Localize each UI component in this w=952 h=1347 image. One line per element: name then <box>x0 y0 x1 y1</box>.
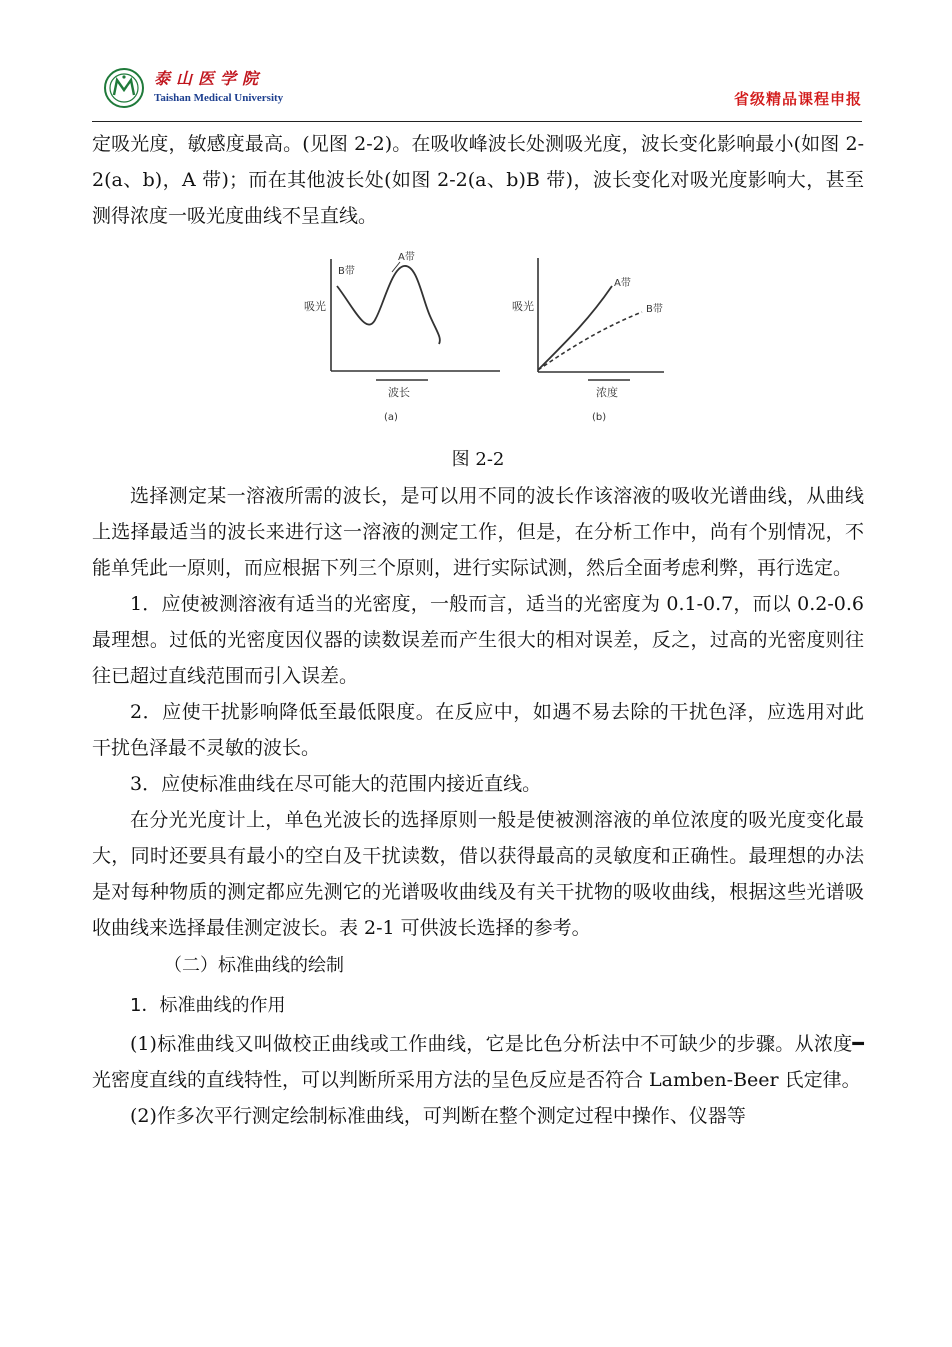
paragraph-6: 在分光光度计上，单色光波长的选择原则一般是使被测溶液的单位浓度的吸光度变化最大，同时还要具有最小的空白及干扰读数，借以获得最高的灵敏度和正确性。最理想的办法是对每种物质的测定都应先测它的光谱吸收曲线及有关干扰物的吸收曲线，根据这些光谱吸收曲线来选择最佳测定波长。表 2-1 可供波长选择的参考。 <box>92 809 864 939</box>
university-seal-icon <box>104 68 144 108</box>
figure-a-absorption-curve <box>337 266 440 344</box>
paragraph-2: 选择测定某一溶液所需的波长，是可以用不同的波长作该溶液的吸收光谱曲线，从曲线上选择最适当的波长来进行这一溶液的测定工作，但是，在分析工作中，尚有个别情况，不能单凭此一原则，而应根据下列三个原则，进行实际试测，然后全面考虑利弊，再行选定。 <box>92 485 864 579</box>
university-name-en: Taishan Medical University <box>154 92 284 104</box>
section-heading: （二）标准曲线的绘制 <box>164 955 344 976</box>
figure-b-tag: (b) <box>592 412 607 423</box>
paragraph-8: (2)作多次平行测定绘制标准曲线，可判断在整个测定过程中操作、仪器等 <box>130 1105 746 1127</box>
figure-caption: 图 2-2 <box>451 449 505 470</box>
header-divider <box>92 121 862 122</box>
figure-b <box>512 258 664 423</box>
university-name-cn: 泰山医学院 <box>154 69 265 88</box>
subsection-heading: 1．标准曲线的作用 <box>130 995 286 1016</box>
figure-a-ylabel-text: 吸光 <box>304 300 326 313</box>
document-body <box>92 126 864 1134</box>
figure-b-a-band-label: A带 <box>614 278 631 289</box>
figure-b-b-band-label: B带 <box>646 304 663 315</box>
figure-a-label-leader <box>392 262 400 272</box>
paragraph-5: 3．应使标准曲线在尽可能大的范围内接近直线。 <box>130 773 542 795</box>
paragraph-1: 定吸光度，敏感度最高。(见图 2-2)。在吸收峰波长处测吸光度，波长变化影响最小(如图 2-2(a、b)，A 带)；而在其他波长处(如图 2-2(a、b)B 带)，波长变化对吸光度影响大，甚至测得浓度一吸光度曲线不呈直线。 <box>92 133 864 227</box>
figure-a-xlabel: 波长 <box>388 386 410 399</box>
figure-2-2 <box>92 248 864 438</box>
header-course-label: 省级精品课程申报 <box>733 90 862 108</box>
figure-a-ylabel <box>304 299 326 313</box>
page-header <box>92 62 862 122</box>
figure-a-b-band-label: B带 <box>338 266 355 277</box>
figure-a-tag: (a) <box>384 412 398 423</box>
paragraph-4: 2．应使干扰影响降低至最低限度。在反应中，如遇不易去除的干扰色泽，应选用对此干扰色泽最不灵敏的波长。 <box>92 701 864 759</box>
figure-a <box>304 250 500 423</box>
figure-a-a-band-label: A带 <box>398 252 415 263</box>
figure-b-xlabel: 浓度 <box>596 386 618 399</box>
figure-b-b-band-line <box>538 312 642 370</box>
figure-b-ylabel: 吸光 <box>512 300 534 313</box>
figure-2-2-graphic <box>92 248 864 438</box>
figure-b-a-band-line <box>538 286 612 370</box>
paragraph-3: 1．应使被测溶液有适当的光密度，一般而言，适当的光密度为 0.1-0.7，而以 0.2-0.6 最理想。过低的光密度因仪器的读数误差而产生很大的相对误差，反之，过高的光密度则往往已超过直线范围而引入误差。 <box>92 593 864 687</box>
paragraph-7: (1)标准曲线又叫做校正曲线或工作曲线，它是比色分析法中不可缺少的步骤。从浓度━光密度直线的直线特性，可以判断所采用方法的呈色反应是否符合 Lamben-Beer 氏定律。 <box>92 1033 864 1091</box>
